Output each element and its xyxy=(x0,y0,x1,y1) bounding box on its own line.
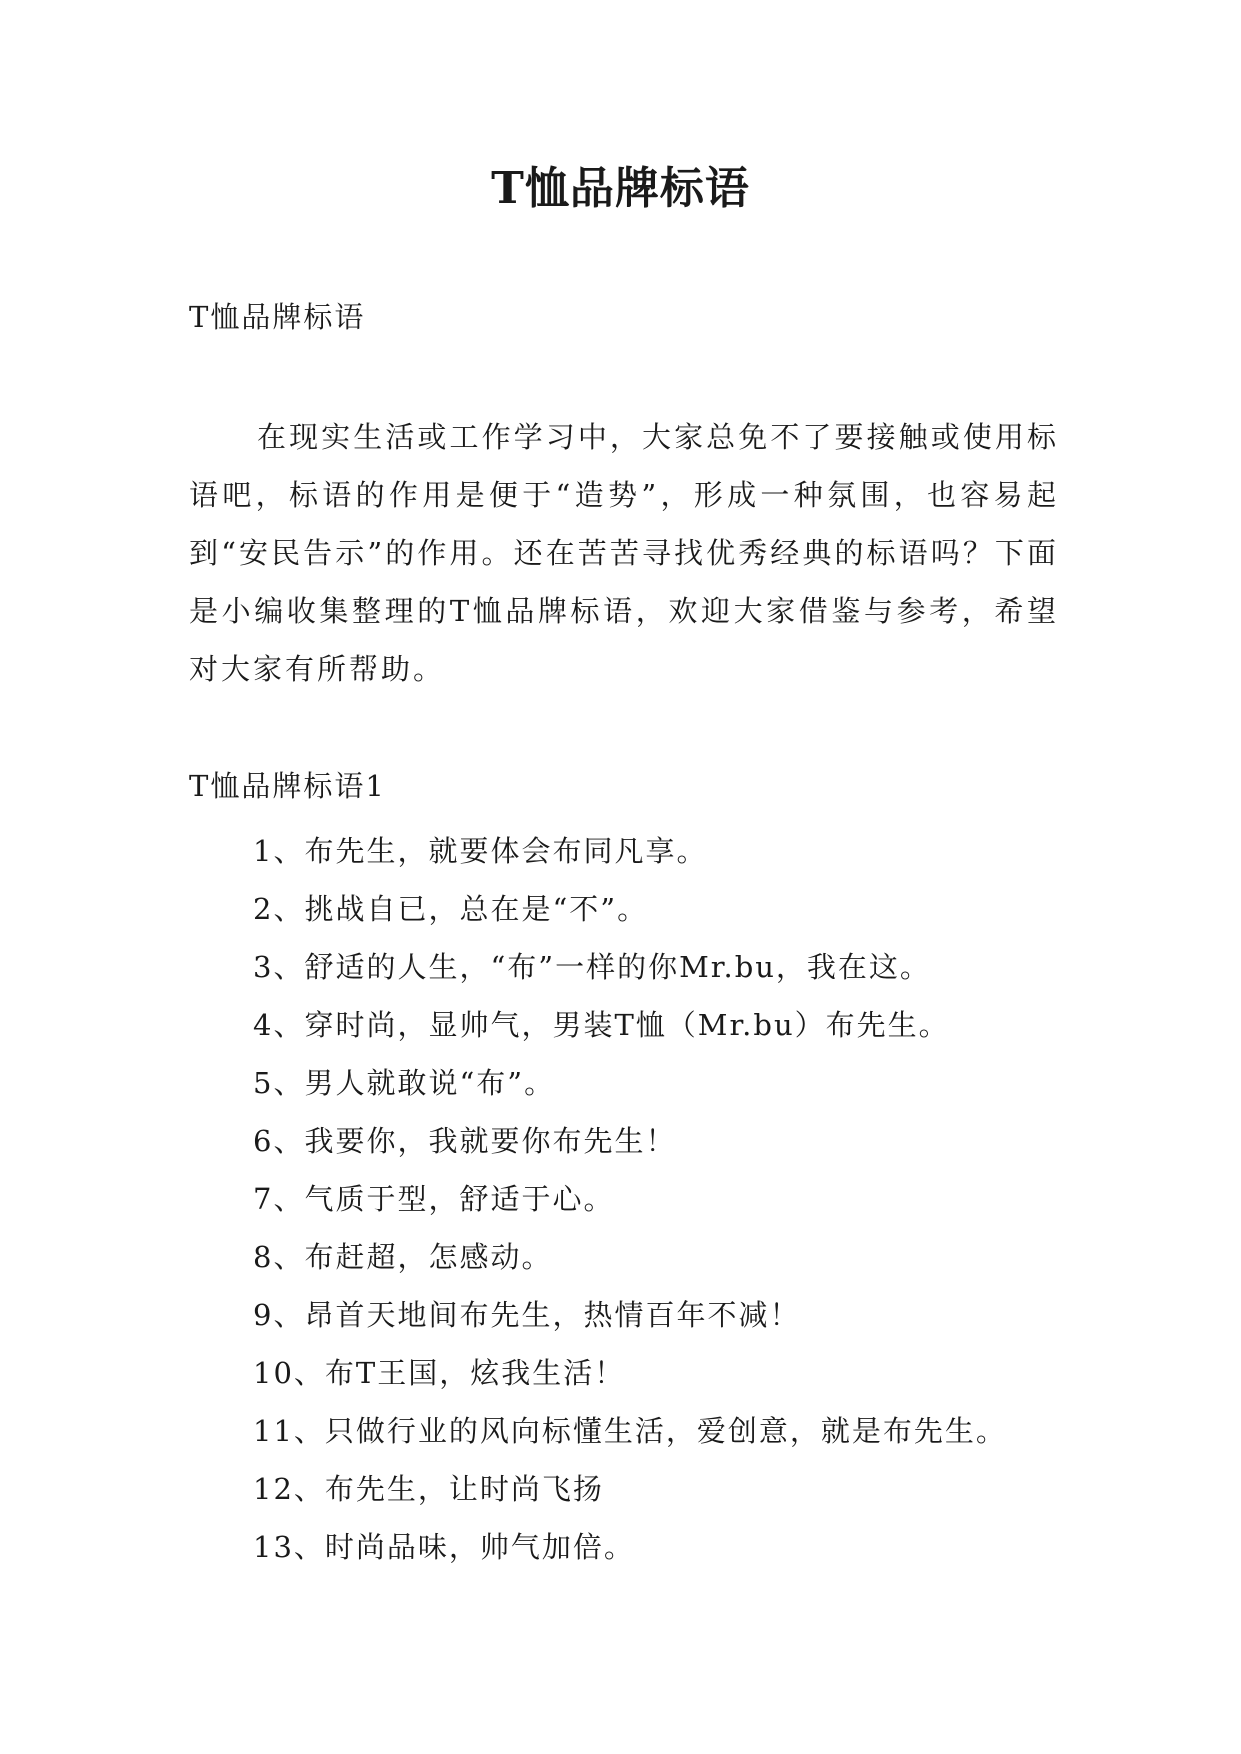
slogan-item: 9、昂首天地间布先生，热情百年不减！ xyxy=(253,1298,801,1332)
slogan-item: 2、挑战自已，总在是“不”。 xyxy=(253,892,649,926)
slogan-list xyxy=(253,822,1007,1576)
slogan-item: 3、舒适的人生，“布”一样的你Mr.bu，我在这。 xyxy=(253,950,931,984)
document-subtitle: T恤品牌标语 xyxy=(189,300,366,334)
slogan-item: 12、布先生，让时尚飞扬 xyxy=(253,1472,604,1506)
slogan-item: 8、布赶超，怎感动。 xyxy=(253,1240,553,1274)
slogan-item: 6、我要你，我就要你布先生！ xyxy=(253,1124,677,1158)
section-heading: T恤品牌标语1 xyxy=(189,769,386,803)
document-title: T恤品牌标语 xyxy=(491,163,750,214)
slogan-item: 7、气质于型，舒适于心。 xyxy=(253,1182,615,1216)
slogan-item: 4、穿时尚，显帅气，男装T恤（Mr.bu）布先生。 xyxy=(253,1008,950,1042)
slogan-item: 13、时尚品味，帅气加倍。 xyxy=(253,1530,635,1564)
slogan-item: 1、布先生，就要体会布同凡享。 xyxy=(253,834,708,868)
slogan-item: 10、布T王国，炫我生活！ xyxy=(253,1356,626,1390)
intro-paragraph: 在现实生活或工作学习中，大家总免不了要接触或使用标语吧，标语的作用是便于“造势”，形成一种氛围，也容易起到“安民告示”的作用。还在苦苦寻找优秀经典的标语吗？下面是小编收集整理的T恤品牌标语，欢迎大家借鉴与参考，希望对大家有所帮助。 xyxy=(189,420,1059,686)
slogan-item: 5、男人就敢说“布”。 xyxy=(253,1066,556,1100)
slogan-item: 11、只做行业的风向标懂生活，爱创意，就是布先生。 xyxy=(253,1414,1007,1448)
